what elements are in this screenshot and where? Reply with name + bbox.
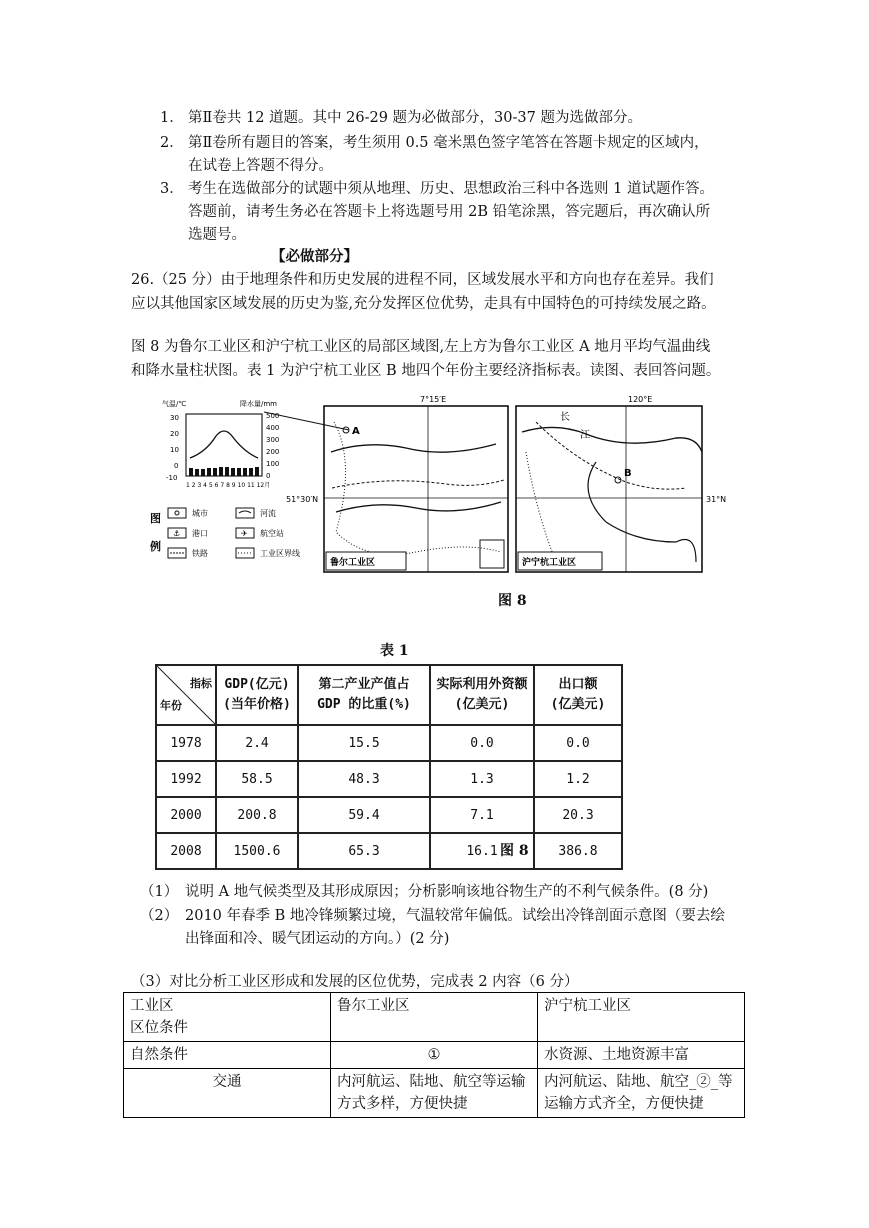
temp-tick: 20 <box>170 430 179 438</box>
table-row: 自然条件 ① 水资源、土地资源丰富 <box>124 1042 745 1069</box>
row-label: 自然条件 <box>124 1042 331 1069</box>
hnh-map-name: 沪宁杭工业区 <box>522 558 577 568</box>
note-3-cont2: 选题号。 <box>188 227 246 243</box>
table-row: 1992 58.5 48.3 1.3 1.2 <box>156 761 622 797</box>
legend-title-2: 例 <box>150 540 161 553</box>
table-2-col-hnh: 沪宁杭工业区 <box>538 993 745 1042</box>
table-1-caption: 图 8 <box>500 843 529 859</box>
legend-river: 河流 <box>260 509 276 518</box>
table-1-corner <box>156 665 216 725</box>
hnh-map <box>516 395 726 572</box>
precip-tick: 400 <box>266 424 280 432</box>
temp-tick: 30 <box>170 414 179 422</box>
point-b: B <box>624 468 632 479</box>
temp-tick: 0 <box>174 462 179 470</box>
svg-text:✈: ✈ <box>241 529 248 538</box>
legend-boundary: 工业区界线 <box>260 549 300 558</box>
legend-city: 城市 <box>192 509 208 518</box>
legend-railway: 铁路 <box>192 549 208 558</box>
table-row: 交通 内河航运、陆地、航空等运输方式多样，方便快捷 内河航运、陆地、航空_②_等运输方式齐全，方便快捷 <box>124 1069 745 1118</box>
note-1-text: 第Ⅱ卷共 12 道题。其中 26-29 题为必做部分，30-37 题为选做部分。 <box>188 110 642 126</box>
river-label-1: 长 <box>560 412 570 423</box>
question-1-text: 说明 A 地气候类型及其形成原因；分析影响该地谷物生产的不利气候条件。(8 分) <box>185 884 709 900</box>
precip-tick: 100 <box>266 460 280 468</box>
table-1-title: 表 1 <box>380 643 409 659</box>
ruhr-map <box>286 395 508 572</box>
river-label-2: 江 <box>580 430 590 441</box>
table-row: 1978 2.4 15.5 0.0 0.0 <box>156 725 622 761</box>
header-export: 出口额 (亿美元) <box>534 665 622 725</box>
note-2-number: 2． <box>160 135 184 151</box>
temperature-curve <box>190 431 258 458</box>
question-2-number: （2） <box>140 908 179 924</box>
point-a: A <box>352 426 360 437</box>
map-legend <box>150 508 300 558</box>
temp-tick: 10 <box>170 446 179 454</box>
figure-8-maps <box>150 392 738 582</box>
table-row: 2008 1500.6 65.3 16.1 386.8 <box>156 833 622 869</box>
precip-tick: 200 <box>266 448 280 456</box>
legend-port: 港口 <box>192 529 208 538</box>
q26-line-3: 图 8 为鲁尔工业区和沪宁杭工业区的局部区域图,左上方为鲁尔工业区 A 地月平均气温曲线 <box>131 339 711 355</box>
table-2-col-ruhr: 鲁尔工业区 <box>331 993 538 1042</box>
corner-bottom: 年份 <box>160 699 182 712</box>
note-2-cont: 在试卷上答题不得分。 <box>188 158 333 174</box>
table-1 <box>155 664 623 870</box>
climate-chart <box>162 399 279 489</box>
hnh-longitude: 120°E <box>628 395 653 404</box>
row-label: 交通 <box>124 1069 331 1118</box>
legend-title-1: 图 <box>150 512 161 525</box>
precip-axis-label: 降水量/mm <box>240 400 277 408</box>
note-3-cont: 答题前，请考生务必在答题卡上将选题号用 2B 铅笔涂黑，答完题后，再次确认所 <box>188 204 711 220</box>
svg-text:⚓: ⚓ <box>173 529 181 538</box>
question-2-cont: 出锋面和冷、暖气团运动的方向。）(2 分) <box>185 931 450 947</box>
header-gdp: GDP(亿元) (当年价格) <box>216 665 298 725</box>
note-3-number: 3． <box>160 181 184 197</box>
header-secondary-share: 第二产业产值占 GDP 的比重(%) <box>298 665 430 725</box>
temp-axis-label: 气温/℃ <box>162 400 187 408</box>
question-1-number: （1） <box>140 884 179 900</box>
blank-1: ① <box>331 1042 538 1069</box>
precip-tick: 300 <box>266 436 280 444</box>
table-2 <box>123 992 745 1118</box>
precip-tick: 0 <box>266 472 271 480</box>
question-2-text: 2010 年春季 B 地冷锋频繁过境，气温较常年偏低。试绘出冷锋剖面示意图（要去绘 <box>185 908 725 924</box>
table-row: 2000 200.8 59.4 7.1 20.3 <box>156 797 622 833</box>
q26-line-1: 26.（25 分）由于地理条件和历史发展的进程不同，区域发展水平和方向也存在差异。我们 <box>131 272 714 288</box>
note-3-text: 考生在选做部分的试题中须从地理、历史、思想政治三科中各选则 1 道试题作答。 <box>188 181 714 197</box>
q26-line-4: 和降水量柱状图。表 1 为沪宁杭工业区 B 地四个年份主要经济指标表。读图、表回答问题。 <box>131 363 721 379</box>
question-3-text: （3）对比分析工业区形成和发展的区位优势，完成表 2 内容（6 分） <box>131 974 579 990</box>
note-2-text: 第Ⅱ卷所有题目的答案，考生须用 0.5 毫米黑色签字笔答在答题卡规定的区域内， <box>188 135 709 151</box>
temp-tick: -10 <box>166 474 178 482</box>
corner-top: 指标 <box>190 677 212 690</box>
ruhr-map-name: 鲁尔工业区 <box>330 558 376 568</box>
precipitation-bars <box>189 467 259 476</box>
legend-airport: 航空站 <box>260 529 284 538</box>
ruhr-longitude: 7°15′E <box>420 395 447 404</box>
figure-8-caption: 图 8 <box>498 593 527 609</box>
month-labels: 1 2 3 4 5 6 7 8 9 10 11 12月 <box>186 482 271 489</box>
note-1-number: 1． <box>160 110 184 126</box>
ruhr-latitude: 51°30′N <box>286 495 319 504</box>
section-title: 【必做部分】 <box>271 248 358 265</box>
hnh-latitude: 31°N <box>706 495 727 504</box>
header-fdi: 实际利用外资额 (亿美元) <box>430 665 534 725</box>
table-2-corner: 工业区 区位条件 <box>124 993 331 1042</box>
q26-line-2: 应以其他国家区域发展的历史为鉴,充分发挥区位优势，走具有中国特色的可持续发展之路。 <box>131 296 716 312</box>
precip-tick: 500 <box>266 412 280 420</box>
